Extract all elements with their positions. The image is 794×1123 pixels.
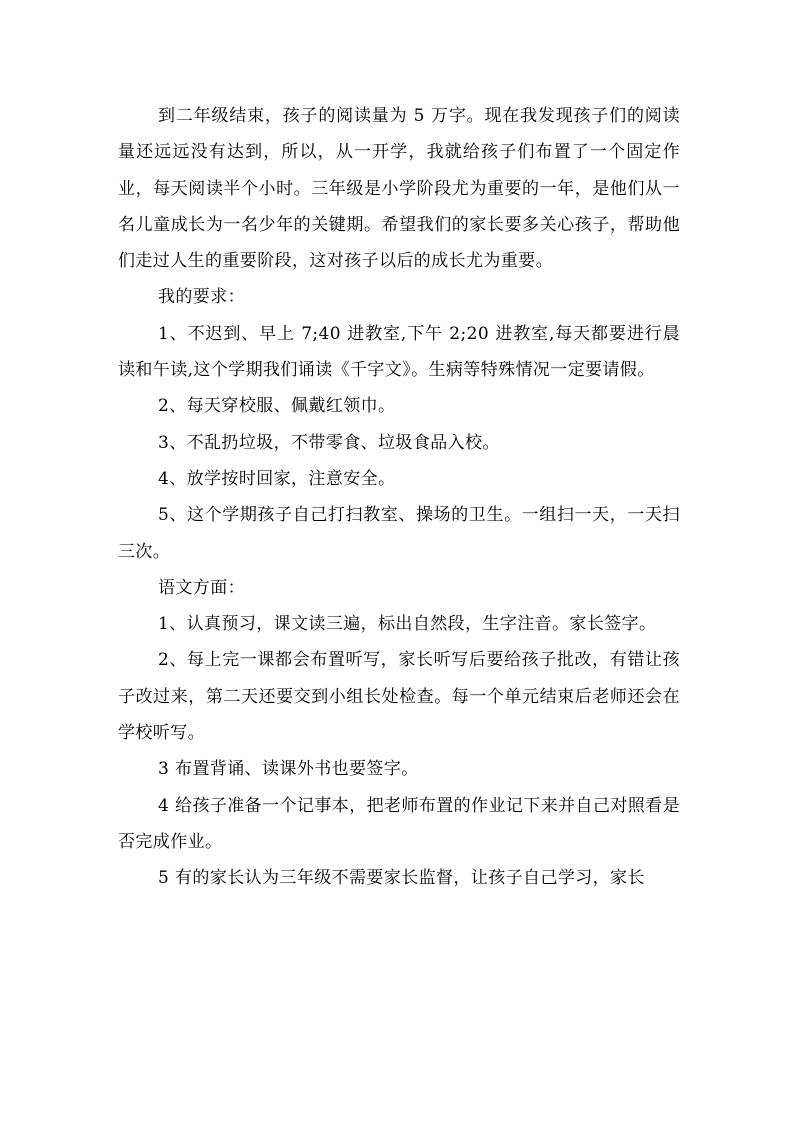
paragraph-reading-goal: 到二年级结束，孩子的阅读量为 5 万字。现在我发现孩子们的阅读量还远远没有达到，所以，从一开学，我就给孩子们布置了一个固定作业，每天阅读半个小时。三年级是小学阶段尤为重要的一年，是他们从一名儿童成长为一名少年的关键期。希望我们的家长要多关心孩子，帮助他们走过人生的重要阶段，这对孩子以后的成长尤为重要。	[118, 106, 680, 272]
requirement-item-5: 5、这个学期孩子自己打扫教室、操场的卫生。一组扫一天，一天扫三次。	[118, 505, 680, 562]
document-body	[118, 98, 680, 897]
chinese-item-4: 4 给孩子准备一个记事本，把老师布置的作业记下来并自己对照看是否完成作业。	[118, 795, 680, 852]
requirement-item-3: 3、不乱扔垃圾，不带零食、垃圾食品入校。	[158, 432, 500, 453]
heading-my-requirements: 我的要求：	[158, 287, 245, 308]
chinese-item-5: 5 有的家长认为三年级不需要家长监督，让孩子自己学习，家长	[158, 868, 645, 889]
chinese-item-2: 2、每上完一课都会布置听写，家长听写后要给孩子批改，有错让孩子改过来，第二天还要交到小组长处检查。每一个单元结束后老师还会在学校听写。	[118, 650, 680, 744]
chinese-item-3: 3 布置背诵、读课外书也要签字。	[158, 759, 419, 780]
heading-chinese-subject: 语文方面：	[158, 577, 245, 598]
requirement-item-2: 2、每天穿校服、佩戴红领巾。	[158, 396, 396, 417]
requirement-item-1: 1、不迟到、早上 7;40 进教室,下午 2;20 进教室,每天都要进行晨读和午读,这个学期我们诵读《千字文》。生病等特殊情况一定要请假。	[118, 323, 680, 381]
requirement-item-4: 4、放学按时回家，注意安全。	[158, 468, 396, 489]
chinese-item-1: 1、认真预习，课文读三遍，标出自然段，生字注音。家长签字。	[158, 614, 657, 635]
